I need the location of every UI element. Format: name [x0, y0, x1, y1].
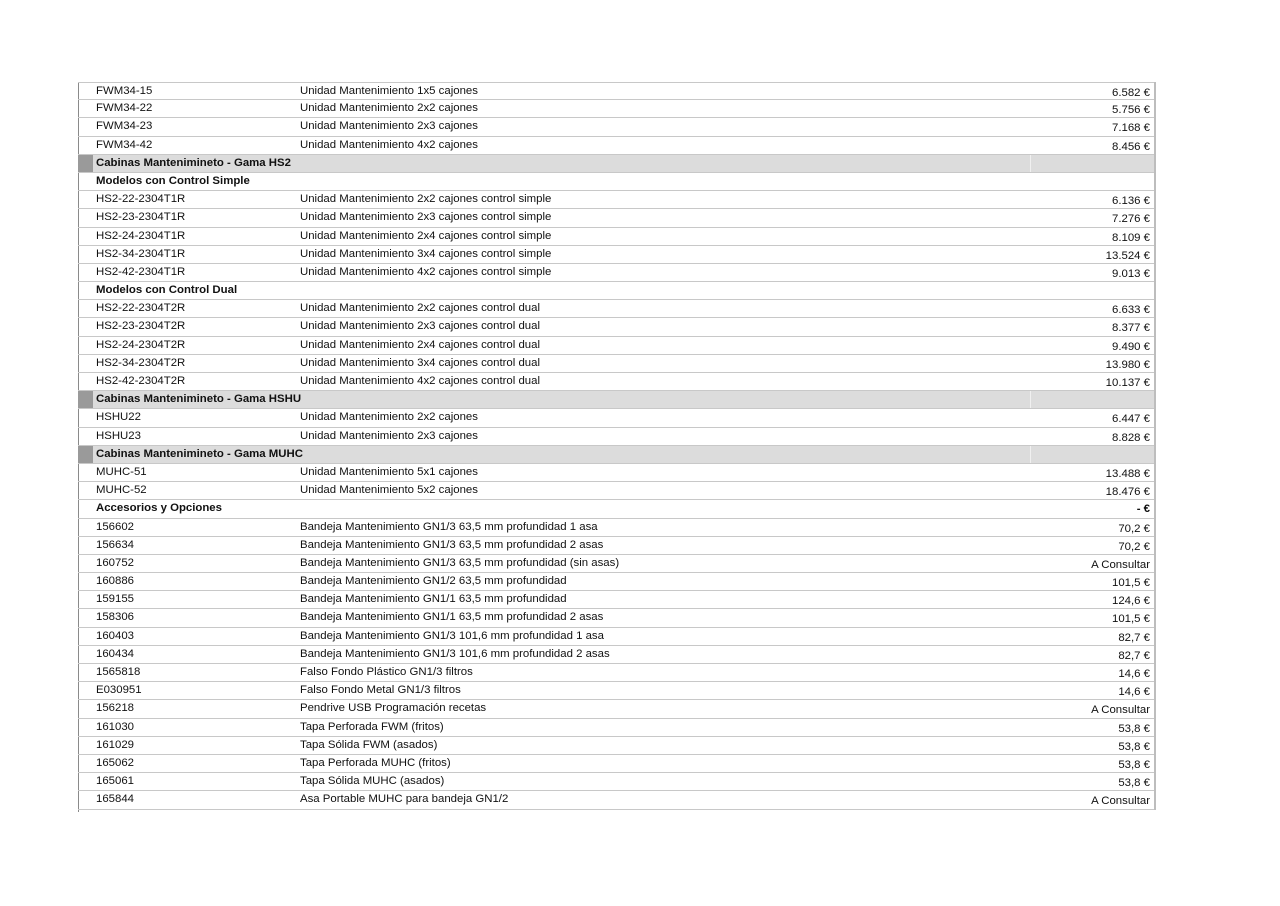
- product-price: 53,8 €: [1118, 777, 1150, 790]
- table-row: [78, 209, 1156, 227]
- product-description: Falso Fondo Metal GN1/3 filtros: [300, 684, 461, 697]
- product-code: HSHU23: [96, 429, 141, 442]
- table-row: [78, 573, 1156, 591]
- product-code: 161030: [96, 720, 135, 733]
- section-divider: [1030, 446, 1031, 463]
- section-divider: [1030, 391, 1031, 408]
- product-code: HS2-23-2304T1R: [96, 211, 186, 224]
- table-row: [78, 228, 1156, 246]
- product-code: HS2-34-2304T1R: [96, 247, 186, 260]
- section-title: Cabinas Mantenimineto - Gama HS2: [96, 156, 291, 169]
- product-description: Unidad Mantenimiento 3x4 cajones control dual: [300, 356, 540, 369]
- product-description: Bandeja Mantenimiento GN1/2 63,5 mm profundidad: [300, 575, 567, 588]
- product-description: Tapa Perforada FWM (fritos): [300, 720, 444, 733]
- section-marker: [78, 446, 93, 463]
- table-row: [78, 82, 1156, 100]
- table-row: [78, 373, 1156, 391]
- product-price: 14,6 €: [1118, 686, 1150, 699]
- section-header: [78, 155, 1156, 173]
- right-border: [1154, 736, 1156, 755]
- right-border: [1154, 481, 1156, 500]
- product-description: Tapa Sólida FWM (asados): [300, 738, 438, 751]
- right-border: [1154, 663, 1156, 682]
- table-row: [78, 591, 1156, 609]
- section-marker: [78, 391, 93, 408]
- product-price: A Consultar: [1091, 795, 1150, 808]
- product-price: 8.377 €: [1111, 322, 1150, 335]
- section-title: Cabinas Mantenimineto - Gama HSHU: [96, 393, 302, 406]
- section-header: [78, 446, 1156, 464]
- right-border: [1154, 554, 1156, 573]
- product-description: Bandeja Mantenimiento GN1/3 63,5 mm profundidad 1 asa: [300, 520, 598, 533]
- subsection-price: - €: [1136, 503, 1150, 516]
- product-code: 165844: [96, 793, 135, 806]
- table-row: [78, 791, 1156, 809]
- product-price: 7.276 €: [1111, 213, 1150, 226]
- product-price: 124,6 €: [1111, 595, 1150, 608]
- product-code: HS2-22-2304T1R: [96, 193, 186, 206]
- product-description: Unidad Mantenimiento 2x3 cajones control dual: [300, 320, 540, 333]
- product-price: 53,8 €: [1118, 722, 1150, 735]
- right-border: [1154, 99, 1156, 118]
- product-price: 13.488 €: [1105, 467, 1150, 480]
- product-code: FWM34-15: [96, 85, 153, 97]
- product-price: 8.109 €: [1111, 231, 1150, 244]
- product-code: HS2-42-2304T1R: [96, 265, 186, 278]
- product-description: Unidad Mantenimiento 2x3 cajones: [300, 120, 478, 133]
- product-price: 101,5 €: [1111, 613, 1150, 626]
- right-border: [1154, 281, 1156, 300]
- table-row: [78, 409, 1156, 427]
- right-border: [1154, 408, 1156, 427]
- table-row: [78, 537, 1156, 555]
- product-code: FWM34-23: [96, 120, 153, 133]
- subsection-header: [78, 282, 1156, 300]
- product-description: Unidad Mantenimiento 2x2 cajones control dual: [300, 302, 540, 315]
- table-row: [78, 137, 1156, 155]
- right-border: [1154, 299, 1156, 318]
- right-border: [1154, 754, 1156, 773]
- table-row: [78, 646, 1156, 664]
- product-price: 53,8 €: [1118, 758, 1150, 771]
- table-row: [78, 519, 1156, 537]
- right-border: [1154, 227, 1156, 246]
- product-description: Unidad Mantenimiento 2x2 cajones: [300, 102, 478, 115]
- section-header: [78, 391, 1156, 409]
- product-description: Unidad Mantenimiento 2x2 cajones: [300, 411, 478, 424]
- right-border: [1154, 463, 1156, 482]
- table-row: [78, 609, 1156, 627]
- right-border: [1154, 645, 1156, 664]
- product-code: 160752: [96, 556, 135, 569]
- product-price: 6.582 €: [1111, 87, 1150, 99]
- product-code: HS2-24-2304T2R: [96, 338, 186, 351]
- product-description: Unidad Mantenimiento 2x4 cajones control simple: [300, 229, 552, 242]
- right-border: [1154, 536, 1156, 555]
- subsection-header: [78, 173, 1156, 191]
- subsection-title: Accesorios y Opciones: [96, 502, 222, 515]
- product-code: MUHC-52: [96, 484, 147, 497]
- product-code: 160886: [96, 575, 135, 588]
- product-code: HSHU22: [96, 411, 141, 424]
- table-row: [78, 555, 1156, 573]
- table-row: [78, 664, 1156, 682]
- product-code: 165061: [96, 775, 135, 788]
- right-border: [1154, 336, 1156, 355]
- product-code: 160434: [96, 647, 135, 660]
- subsection-title: Modelos con Control Simple: [96, 174, 250, 187]
- product-code: HS2-22-2304T2R: [96, 302, 186, 315]
- right-border: [1154, 372, 1156, 391]
- product-price: 5.756 €: [1111, 104, 1150, 117]
- product-description: Unidad Mantenimiento 2x3 cajones: [300, 429, 478, 442]
- product-price: A Consultar: [1091, 558, 1150, 571]
- product-description: Unidad Mantenimiento 3x4 cajones control simple: [300, 247, 552, 260]
- product-description: Bandeja Mantenimiento GN1/3 63,5 mm profundidad 2 asas: [300, 538, 604, 551]
- subsection-header: [78, 500, 1156, 518]
- product-description: Unidad Mantenimiento 5x2 cajones: [300, 484, 478, 497]
- table-row: [78, 700, 1156, 718]
- product-code: 156602: [96, 520, 135, 533]
- product-description: Unidad Mantenimiento 4x2 cajones: [300, 138, 478, 151]
- right-border: [1154, 154, 1156, 173]
- product-description: Unidad Mantenimiento 4x2 cajones control dual: [300, 375, 540, 387]
- product-price: 9.490 €: [1111, 340, 1150, 353]
- price-table: [78, 82, 1156, 810]
- table-row: [78, 300, 1156, 318]
- right-border: [1154, 681, 1156, 700]
- right-border: [1154, 718, 1156, 737]
- right-border: [1154, 317, 1156, 336]
- product-description: Unidad Mantenimiento 2x4 cajones control dual: [300, 338, 540, 351]
- subsection-title: Modelos con Control Dual: [96, 284, 238, 297]
- right-border: [1154, 263, 1156, 282]
- product-price: 6.136 €: [1111, 195, 1150, 208]
- product-description: Tapa Sólida MUHC (asados): [300, 775, 445, 788]
- right-border: [1154, 117, 1156, 136]
- product-code: 1565818: [96, 666, 141, 678]
- product-price: 9.013 €: [1111, 267, 1150, 280]
- product-price: 53,8 €: [1118, 740, 1150, 753]
- product-description: Bandeja Mantenimiento GN1/3 63,5 mm profundidad (sin asas): [300, 556, 620, 569]
- table-row: [78, 191, 1156, 209]
- product-description: Unidad Mantenimiento 2x3 cajones control simple: [300, 211, 552, 224]
- table-row: [78, 100, 1156, 118]
- table-row: [78, 337, 1156, 355]
- product-description: Bandeja Mantenimiento GN1/3 101,6 mm profundidad 2 asas: [300, 647, 610, 660]
- right-border: [1154, 354, 1156, 373]
- product-description: Bandeja Mantenimiento GN1/1 63,5 mm profundidad: [300, 593, 567, 606]
- product-description: Bandeja Mantenimiento GN1/1 63,5 mm profundidad 2 asas: [300, 611, 604, 624]
- table-row: [78, 482, 1156, 500]
- table-row: [78, 355, 1156, 373]
- table-row: [78, 737, 1156, 755]
- table-body: [78, 82, 1156, 810]
- product-code: HS2-34-2304T2R: [96, 356, 186, 369]
- right-border: [1154, 590, 1156, 609]
- product-price: 70,2 €: [1118, 540, 1150, 553]
- product-price: 10.137 €: [1105, 377, 1150, 389]
- right-border: [1154, 390, 1156, 409]
- table-row: [78, 755, 1156, 773]
- product-code: HS2-42-2304T2R: [96, 375, 186, 387]
- table-row: [78, 464, 1156, 482]
- product-price: 13.980 €: [1105, 358, 1150, 371]
- product-code: MUHC-51: [96, 465, 147, 478]
- table-row: [78, 264, 1156, 282]
- product-price: 14,6 €: [1118, 668, 1150, 680]
- product-code: 156634: [96, 538, 135, 551]
- right-border: [1154, 136, 1156, 155]
- product-code: HS2-24-2304T1R: [96, 229, 186, 242]
- right-border: [1154, 190, 1156, 209]
- product-code: 160403: [96, 629, 135, 642]
- product-price: A Consultar: [1091, 704, 1150, 717]
- product-description: Unidad Mantenimiento 2x2 cajones control simple: [300, 193, 552, 206]
- product-price: 6.633 €: [1111, 304, 1150, 317]
- right-border: [1154, 208, 1156, 227]
- right-border: [1154, 572, 1156, 591]
- section-marker: [78, 155, 93, 172]
- product-description: Unidad Mantenimiento 1x5 cajones: [300, 85, 478, 97]
- product-price: 18.476 €: [1105, 486, 1150, 499]
- table-row: [78, 628, 1156, 646]
- product-price: 8.456 €: [1111, 140, 1150, 153]
- table-row: [78, 118, 1156, 136]
- right-border: [1154, 445, 1156, 464]
- product-price: 6.447 €: [1111, 413, 1150, 426]
- table-row: [78, 773, 1156, 791]
- product-description: Bandeja Mantenimiento GN1/3 101,6 mm profundidad 1 asa: [300, 629, 604, 642]
- product-code: FWM34-42: [96, 138, 153, 151]
- right-border: [1154, 427, 1156, 446]
- product-price: 82,7 €: [1118, 631, 1150, 644]
- right-border: [1154, 699, 1156, 718]
- product-price: 101,5 €: [1111, 577, 1150, 590]
- product-code: 158306: [96, 611, 135, 624]
- right-border: [1154, 627, 1156, 646]
- right-border: [1154, 790, 1156, 809]
- product-description: Unidad Mantenimiento 5x1 cajones: [300, 465, 478, 478]
- section-divider: [1030, 155, 1031, 172]
- product-code: FWM34-22: [96, 102, 153, 115]
- right-border: [1154, 608, 1156, 627]
- product-code: 161029: [96, 738, 135, 751]
- product-code: E030951: [96, 684, 142, 697]
- table-row: [78, 318, 1156, 336]
- right-border: [1154, 518, 1156, 537]
- table-row: [78, 719, 1156, 737]
- section-title: Cabinas Mantenimineto - Gama MUHC: [96, 447, 303, 460]
- product-price: 82,7 €: [1118, 649, 1150, 662]
- table-row: [78, 682, 1156, 700]
- product-price: 8.828 €: [1111, 431, 1150, 444]
- right-border: [1154, 499, 1156, 518]
- product-code: 165062: [96, 756, 135, 769]
- table-row: [78, 246, 1156, 264]
- product-code: HS2-23-2304T2R: [96, 320, 186, 333]
- product-description: Asa Portable MUHC para bandeja GN1/2: [300, 793, 509, 806]
- product-price: 70,2 €: [1118, 522, 1150, 535]
- table-row: [78, 428, 1156, 446]
- product-code: 159155: [96, 593, 135, 606]
- product-description: Pendrive USB Programación recetas: [300, 702, 487, 715]
- right-border: [1154, 772, 1156, 791]
- product-description: Falso Fondo Plástico GN1/3 filtros: [300, 666, 473, 678]
- product-price: 7.168 €: [1111, 122, 1150, 135]
- product-code: 156218: [96, 702, 135, 715]
- product-price: 13.524 €: [1105, 249, 1150, 262]
- right-border: [1154, 172, 1156, 191]
- right-border: [1154, 245, 1156, 264]
- product-description: Unidad Mantenimiento 4x2 cajones control simple: [300, 265, 552, 278]
- product-description: Tapa Perforada MUHC (fritos): [300, 756, 451, 769]
